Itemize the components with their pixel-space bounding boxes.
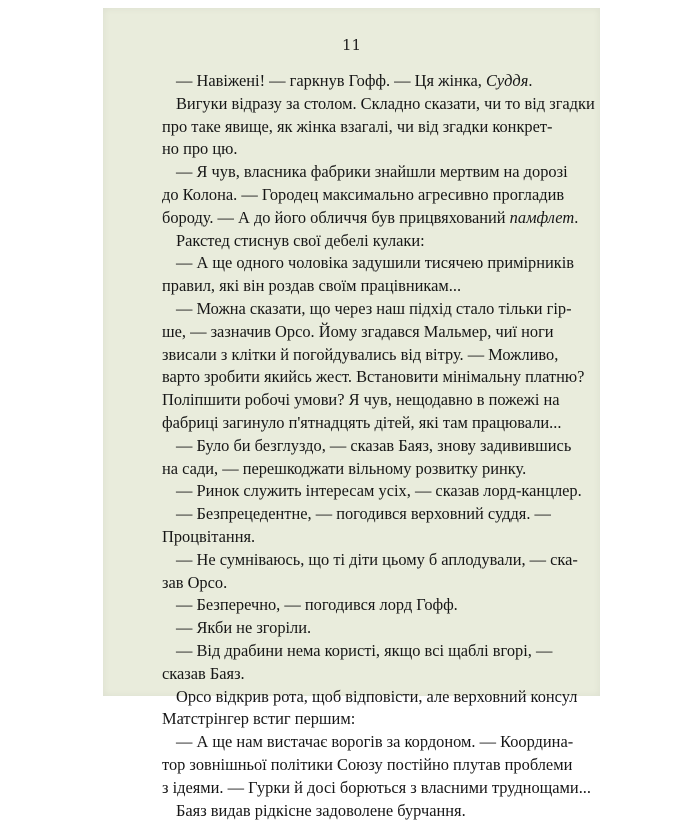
text-line-content: — Безперечно, — погодився лорд Гофф. (176, 595, 458, 614)
text-line-content: звисали з клітки й погойдувались від вітру. — Можливо, (162, 345, 558, 364)
text-line (162, 184, 542, 207)
text-line-content: — А ще нам вистачає ворогів за кордоном. — Координа- (176, 732, 573, 751)
text-line (162, 480, 542, 503)
text-line-content: — А ще одного чоловіка задушили тисячею примірників (176, 253, 574, 272)
text-line-content: Процвітання. (162, 527, 255, 546)
text-line-content: — Навіжені! — гаркнув Гофф. — Ця жінка, (176, 71, 486, 90)
text-line (162, 230, 542, 253)
italic-word: памфлет (510, 208, 575, 227)
text-line (162, 549, 542, 572)
text-line-content: Баяз видав рідкісне задоволене бурчання. (176, 801, 466, 820)
text-line-content: — Було би безглуздо, — сказав Баяз, знову задивившись (176, 436, 571, 455)
text-line (162, 617, 542, 640)
text-line-tail: . (528, 71, 532, 90)
text-line (162, 321, 542, 344)
text-line (162, 366, 542, 389)
text-line-content: Поліпшити робочі умови? Я чув, нещодавно в пожежі на (162, 390, 560, 409)
text-line (162, 686, 542, 709)
text-line-content: зав Орсо. (162, 573, 227, 592)
text-line-content: на сади, — перешкоджати вільному розвитку ринку. (162, 459, 526, 478)
text-line (162, 138, 542, 161)
text-line (162, 754, 542, 777)
text-line-content: — Якби не згоріли. (176, 618, 311, 637)
text-line (162, 640, 542, 663)
text-line-content: тор зовнішньої політики Союзу постійно плутав проблеми (162, 755, 572, 774)
book-page (103, 8, 600, 696)
text-line-content: фабриці загинуло п'ятнадцять дітей, які там працювали... (162, 413, 561, 432)
text-line-content: до Колона. — Городец максимально агресивно прогладив (162, 185, 564, 204)
text-line (162, 161, 542, 184)
text-line-content: бороду. — А до його обличчя був прицвяхований (162, 208, 510, 227)
text-line (162, 435, 542, 458)
text-line-tail: . (574, 208, 578, 227)
text-line (162, 275, 542, 298)
text-line (162, 663, 542, 686)
text-line-content: Орсо відкрив рота, щоб відповісти, але верховний консул (176, 687, 577, 706)
text-line (162, 777, 542, 800)
text-line (162, 503, 542, 526)
text-line (162, 116, 542, 139)
text-line (162, 731, 542, 754)
text-line-content: сказав Баяз. (162, 664, 245, 683)
text-line (162, 594, 542, 617)
text-line (162, 412, 542, 435)
text-line-content: — Безпрецедентне, — погодився верховний суддя. — (176, 504, 551, 523)
text-line-content: ше, — зазначив Орсо. Йому згадався Мальмер, чиї ноги (162, 322, 554, 341)
text-line-content: — Ринок служить інтересам усіх, — сказав лорд-канцлер. (176, 481, 582, 500)
text-line (162, 708, 542, 731)
text-line (162, 526, 542, 549)
page-number: 11 (103, 36, 600, 54)
text-line (162, 70, 542, 93)
text-line-content: правил, які він роздав своїм працівникам... (162, 276, 461, 295)
text-line (162, 298, 542, 321)
text-line-content: — Не сумніваюсь, що ті діти цьому б аплодували, — ска- (176, 550, 578, 569)
text-line (162, 572, 542, 595)
text-line (162, 800, 542, 822)
text-line (162, 252, 542, 275)
text-line (162, 458, 542, 481)
italic-word: Суддя (486, 71, 528, 90)
text-line-content: но про цю. (162, 139, 237, 158)
text-line-content: — Можна сказати, що через наш підхід стало тільки гір- (176, 299, 572, 318)
text-line-content: Вигуки відразу за столом. Складно сказати, чи то від згадки (176, 94, 595, 113)
text-line (162, 207, 542, 230)
text-line (162, 389, 542, 412)
page-body-text (162, 70, 542, 822)
text-line-content: Матстрінгер встиг першим: (162, 709, 355, 728)
text-line-content: — Я чув, власника фабрики знайшли мертвим на дорозі (176, 162, 568, 181)
text-line-content: — Від драбини нема користі, якщо всі щаблі вгорі, — (176, 641, 552, 660)
text-line-content: варто зробити якийсь жест. Встановити мінімальну платню? (162, 367, 584, 386)
text-line (162, 93, 542, 116)
text-line-content: з ідеями. — Гурки й досі борються з власними труднощами... (162, 778, 591, 797)
text-line (162, 344, 542, 367)
text-line-content: про таке явище, як жінка взагалі, чи від згадки конкрет- (162, 117, 553, 136)
text-line-content: Ракстед стиснув свої дебелі кулаки: (176, 231, 425, 250)
